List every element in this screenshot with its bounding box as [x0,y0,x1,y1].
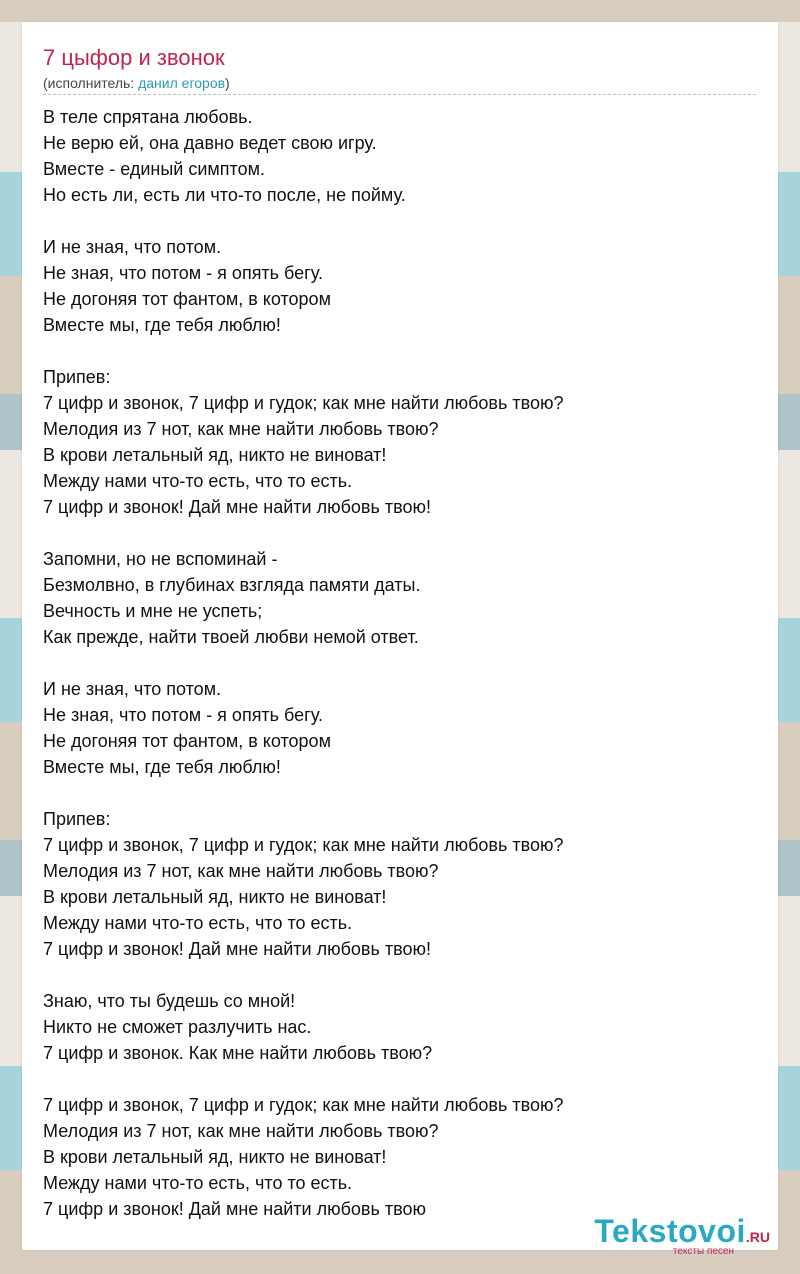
lyric-line: Между нами что-то есть, что то есть. [43,913,353,933]
lyric-line: Не верю ей, она давно ведет свою игру. [43,133,377,153]
lyric-line: Вместе мы, где тебя люблю! [43,757,281,777]
stanza-gap [43,1066,758,1092]
lyric-line: В теле спрятана любовь. [43,107,253,127]
performer-suffix: ) [225,75,230,91]
stanza-gap [43,338,758,364]
lyric-line: Как прежде, найти твоей любви немой ответ. [43,627,419,647]
lyric-line: Не догоняя тот фантом, в котором [43,289,331,309]
song-title: 7 цыфор и звонок [43,45,225,70]
logo-brand: Tekstovoi [594,1213,746,1249]
lyric-line: 7 цифр и звонок, 7 цифр и гудок; как мне найти любовь твою? [43,835,564,855]
lyric-line: 7 цифр и звонок. Как мне найти любовь твою? [43,1043,433,1063]
artist-link[interactable]: данил егоров [138,75,226,91]
lyrics-card [22,22,778,1250]
verse [43,676,758,780]
lyric-line: Мелодия из 7 нот, как мне найти любовь твою? [43,419,439,439]
lyric-line: Вместе мы, где тебя люблю! [43,315,281,335]
logo-tagline: тексты песен [672,1246,734,1257]
stanza-gap [43,208,758,234]
bg-stripe [0,0,800,22]
performer-prefix: (исполнитель: [43,75,139,91]
lyric-line: И не зная, что потом. [43,237,222,257]
lyric-line: Вместе - единый симптом. [43,159,265,179]
lyric-line: В крови летальный яд, никто не виноват! [43,445,387,465]
lyric-line: Никто не сможет разлучить нас. [43,1017,312,1037]
lyric-line: 7 цифр и звонок, 7 цифр и гудок; как мне найти любовь твою? [43,393,564,413]
lyric-line: 7 цифр и звонок, 7 цифр и гудок; как мне найти любовь твою? [43,1095,564,1115]
lyric-line: Мелодия из 7 нот, как мне найти любовь твою? [43,1121,439,1141]
stanza-gap [43,650,758,676]
lyric-line: 7 цифр и звонок! Дай мне найти любовь твою! [43,939,431,959]
verse [43,988,758,1066]
lyrics-body [43,104,758,1222]
lyric-line: И не зная, что потом. [43,679,222,699]
lyric-line: Между нами что-то есть, что то есть. [43,471,353,491]
lyric-line: Безмолвно, в глубинах взгляда памяти даты. [43,575,421,595]
stanza-gap [43,520,758,546]
stanza-gap [43,962,758,988]
lyric-line: В крови летальный яд, никто не виноват! [43,887,387,907]
lyric-line: В крови летальный яд, никто не виноват! [43,1147,387,1167]
logo-domain: .RU [745,1229,770,1245]
lyric-line: Запомни, но не вспоминай - [43,549,278,569]
title-divider [43,94,756,95]
lyric-line: 7 цифр и звонок! Дай мне найти любовь твою! [43,497,431,517]
lyric-line: Припев: [43,809,111,829]
lyric-line: Не догоняя тот фантом, в котором [43,731,331,751]
verse [43,234,758,338]
stanza-gap [43,780,758,806]
chorus [43,806,758,962]
lyric-line: Мелодия из 7 нот, как мне найти любовь твою? [43,861,439,881]
chorus [43,1092,758,1222]
lyric-line: Вечность и мне не успеть; [43,601,263,621]
lyric-line: Не зная, что потом - я опять бегу. [43,263,323,283]
performer-line [43,74,230,92]
lyric-line: 7 цифр и звонок! Дай мне найти любовь твою [43,1199,426,1219]
verse [43,546,758,650]
verse [43,104,758,208]
lyric-line: Припев: [43,367,111,387]
lyric-line: Но есть ли, есть ли что-то после, не пойму. [43,185,406,205]
chorus [43,364,758,520]
lyric-line: Не зная, что потом - я опять бегу. [43,705,323,725]
lyric-line: Между нами что-то есть, что то есть. [43,1173,353,1193]
lyric-line: Знаю, что ты будешь со мной! [43,991,296,1011]
site-logo[interactable] [594,1213,770,1257]
